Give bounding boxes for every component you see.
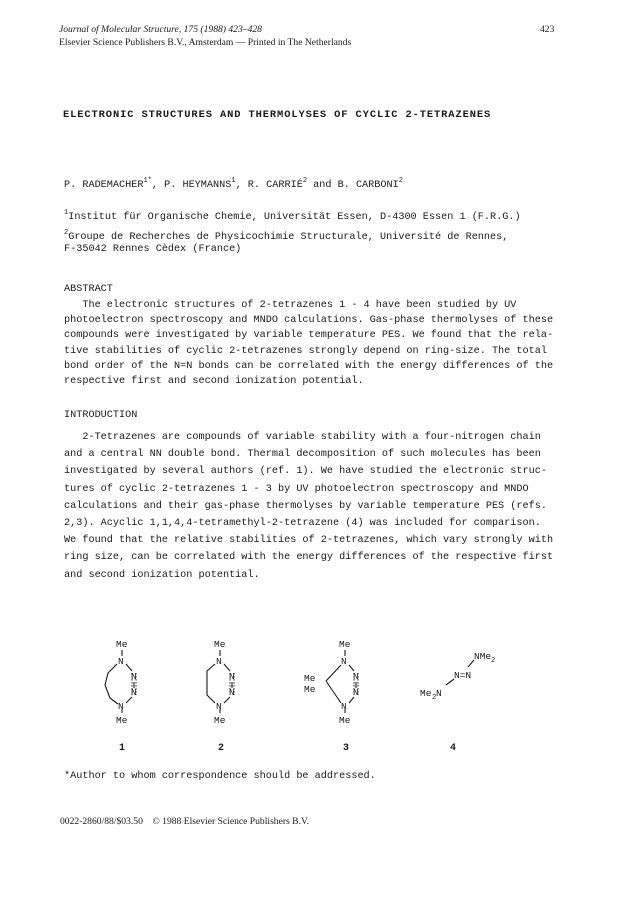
struct4-me2n: Me [420, 688, 432, 699]
intro-line: ring size, can be correlated with the energy differences of the respective first [64, 552, 554, 564]
abstract-heading: ABSTRACT [64, 284, 113, 295]
svg-text:N: N [436, 688, 442, 699]
struct3-me-left: Me [304, 684, 316, 695]
struct-label-1: 1 [119, 743, 126, 754]
struct3-n: N [353, 671, 359, 682]
author-sup: 2 [398, 177, 403, 185]
struct4-n-eq-n: N=N [454, 670, 472, 681]
struct4-nme2: NMe [474, 651, 492, 662]
struct3-n: N [353, 687, 359, 698]
struct2-n: N [216, 656, 222, 667]
paper-title: ELECTRONIC STRUCTURES AND THERMOLYSES OF CYCLIC 2-TETRAZENES [63, 109, 492, 121]
tetrazene-structures [100, 633, 500, 754]
introduction-body [64, 429, 553, 584]
struct3-me-left: Me [304, 673, 316, 684]
struct-label-3: 3 [343, 743, 350, 754]
affiliation-2-cont: F-35042 Rennes Cèdex (France) [64, 244, 242, 255]
abstract-line: respective first and second ionization potential. [64, 376, 364, 388]
abstract-line: bond order of the N=N bonds can be correlated with the energy differences of the [64, 360, 554, 372]
struct3-me-top: Me [339, 639, 351, 650]
struct1-me-bottom: Me [116, 715, 128, 726]
struct2-me-top: Me [214, 639, 226, 650]
abstract-line: compounds were investigated by variable temperature PES. We found that the rela- [64, 330, 554, 342]
page-number: 423 [540, 24, 555, 35]
struct3-n: N [341, 701, 347, 712]
author-sup: 1 [231, 177, 236, 185]
intro-line: investigated by several authors (ref. 1). We have studied the electronic struc- [64, 466, 547, 478]
struct2-n: N [229, 671, 235, 682]
intro-line: 2,3). Acyclic 1,1,4,4-tetramethyl-2-tetrazene (4) was included for comparison. [64, 518, 541, 530]
struct2-n: N [229, 687, 235, 698]
abstract-line: photoelectron spectroscopy and MNDO calculations. Gas-phase thermolyses of these [64, 315, 554, 327]
struct3-me-bottom: Me [339, 715, 351, 726]
intro-line: 2-Tetrazenes are compounds of variable stability with a four-nitrogen chain [64, 432, 541, 443]
introduction-heading: INTRODUCTION [64, 410, 138, 421]
publisher-line: Elsevier Science Publishers B.V., Amsterdam — Printed in The Netherlands [59, 37, 352, 48]
intro-line: and a central NN double bond. Thermal decomposition of such molecules has been [64, 449, 541, 461]
struct1-n: N [118, 701, 124, 712]
author-rademacher: P. RADEMACHER [64, 180, 144, 191]
footnote: *Author to whom correspondence should be addressed. [64, 771, 376, 782]
author-sup: 1* [143, 177, 152, 185]
intro-line: tures of cyclic 2-tetrazenes 1 - 3 by UV photoelectron spectroscopy and MNDO [64, 483, 529, 495]
author-heymanns: , P. HEYMANNS [151, 180, 232, 191]
svg-text:2: 2 [432, 694, 437, 702]
struct-label-2: 2 [218, 743, 225, 754]
affiliation-2: $^2$Groupe de Recherches de Physicochimie Structurale, Université de Rennes, [64, 229, 509, 243]
struct-label-4: 4 [450, 743, 457, 754]
svg-text:2: 2 [491, 657, 496, 665]
abstract-body [64, 298, 553, 389]
struct2-n: N [216, 701, 222, 712]
struct2-me-bottom: Me [214, 715, 226, 726]
intro-line: We found that the relative stabilities of 2-tetrazenes, which vary strongly with [64, 535, 554, 547]
intro-line: calculations and their gas-phase thermolyses by variable temperature PES (refs. [64, 500, 547, 512]
abstract-line: The electronic structures of 2-tetrazenes 1 - 4 have been studied by UV [64, 300, 517, 311]
author-list [64, 177, 403, 191]
struct1-n: N [118, 656, 124, 667]
intro-line: and second ionization potential. [64, 569, 260, 581]
author-sup: 2 [302, 177, 308, 185]
author-carboni: and B. CARBONI [307, 180, 399, 191]
struct3-n: N [341, 656, 347, 667]
author-carrie: , R. CARRIÉ [235, 180, 303, 191]
struct1-me-top: Me [116, 639, 128, 650]
copyright-line: 0022-2860/88/$03.50 © 1988 Elsevier Science Publishers B.V. [60, 816, 310, 827]
abstract-line: tive stabilities of cyclic 2-tetrazenes strongly depend on ring-size. The total [64, 345, 547, 357]
affiliation-1: $^1$Institut für Organische Chemie, Universität Essen, D-4300 Essen 1 (F.R.G.) [64, 209, 521, 223]
struct1-n: N [131, 671, 137, 682]
struct1-n: N [131, 687, 137, 698]
journal-citation: Journal of Molecular Structure, 175 (1988) 423–428 [59, 24, 262, 35]
